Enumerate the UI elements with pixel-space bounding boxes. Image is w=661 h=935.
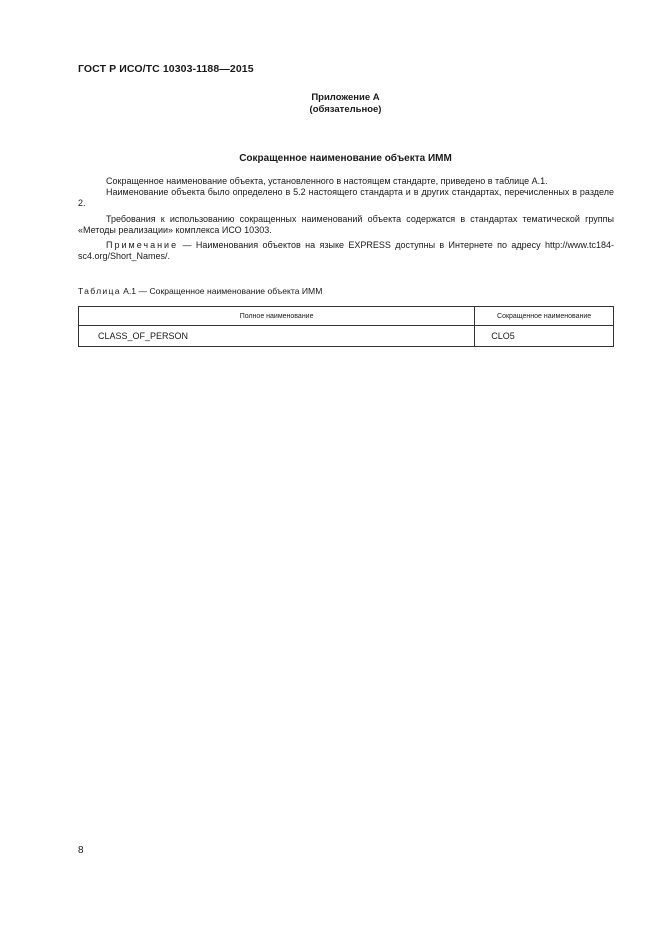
- note-paragraph: [78, 240, 614, 262]
- paragraph: Сокращенное наименование объекта, установленного в настоящем стандарте, приведено в таблице А.1.: [106, 176, 548, 186]
- appendix-heading: [0, 92, 661, 116]
- table-caption-text: А.1 — Сокращенное наименование объекта ИММ: [120, 286, 323, 296]
- column-header-short-name: Сокращенное наименование: [475, 307, 614, 326]
- appendix-title: Приложение А: [311, 92, 380, 103]
- page-number: 8: [78, 845, 84, 856]
- table-header-row: [79, 307, 614, 326]
- table-caption-label: Таблица: [78, 286, 121, 296]
- column-header-full-name: Полное наименование: [79, 307, 475, 326]
- table-row: [79, 326, 614, 347]
- cell-short-name: CLO5: [475, 326, 614, 347]
- paragraph: Требования к использованию сокращенных наименований объекта содержатся в стандартах тематической группы «Методы реализации» комплекса ИСО 10303.: [78, 213, 614, 235]
- table-caption: [78, 286, 322, 296]
- note-text: — Наименования объектов на языке EXPRESS доступны в Интернете по адресу http://www.tc184-sc4.org/Short_Names/.: [78, 240, 614, 262]
- note-label: Примечание: [106, 240, 179, 251]
- body-text: [78, 176, 614, 262]
- paragraph: Наименование объекта было определено в 5.2 настоящего стандарта и в других стандартах, перечисленных в разделе 2.: [78, 187, 614, 209]
- appendix-status: (обязательное): [309, 104, 382, 115]
- cell-full-name: CLASS_OF_PERSON: [79, 326, 475, 347]
- document-code-header: ГОСТ Р ИСО/ТС 10303-1188—2015: [78, 63, 254, 75]
- short-names-table: [78, 306, 614, 347]
- section-title: Сокращенное наименование объекта ИММ: [239, 153, 452, 164]
